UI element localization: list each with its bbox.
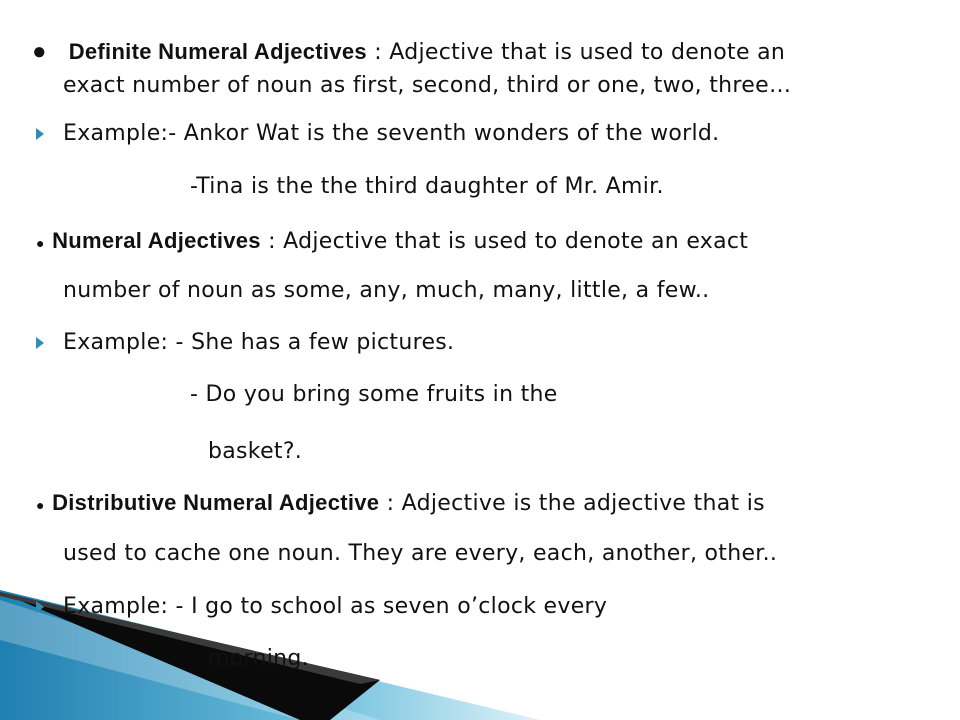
term-separator: :: [268, 229, 284, 254]
section-definite-heading-line: [32, 38, 785, 67]
example-line-1: Example: - She has a few pictures.: [63, 330, 455, 355]
term-numeral-adjectives: Numeral Adjectives: [52, 228, 261, 253]
bullet-dot-icon: ●: [36, 235, 45, 251]
definition-line-2: number of noun as some, any, much, many, little, a few..: [63, 278, 710, 303]
definition-line-1: Adjective is the adjective that is: [401, 491, 765, 516]
triangle-arrow-icon: [36, 128, 44, 140]
section-numeral-heading-line: [36, 227, 748, 257]
term-definite-numeral-adjectives: Definite Numeral Adjectives: [68, 39, 367, 64]
definition-line-1: Adjective that is used to denote an exact: [283, 229, 749, 254]
example-line-2: -Tina is the the third daughter of Mr. Amir.: [190, 174, 664, 199]
triangle-arrow-icon: [36, 337, 44, 349]
definition-line-2: exact number of noun as first, second, third or one, two, three…: [63, 73, 792, 98]
example-line-1: Example:- Ankor Wat is the seventh wonders of the world.: [63, 121, 720, 146]
term-distributive-numeral-adjective: Distributive Numeral Adjective: [52, 490, 380, 515]
definition-line-2: used to cache one noun. They are every, each, another, other..: [63, 541, 778, 566]
definition-line-1: Adjective that is used to denote an: [389, 40, 786, 65]
triangle-arrow-icon: [36, 601, 44, 613]
example-line-2: morning.: [208, 646, 309, 671]
term-separator: :: [374, 40, 390, 65]
term-separator: :: [386, 491, 402, 516]
section-distributive-heading-line: [36, 489, 765, 519]
example-line-1: Example: - I go to school as seven o’clock every: [63, 594, 608, 619]
bullet-dot-icon: ●: [36, 497, 45, 513]
example-line-2: - Do you bring some fruits in the: [190, 382, 558, 407]
bullet-dot-icon: ●: [32, 38, 47, 65]
example-line-3: basket?.: [208, 439, 303, 464]
